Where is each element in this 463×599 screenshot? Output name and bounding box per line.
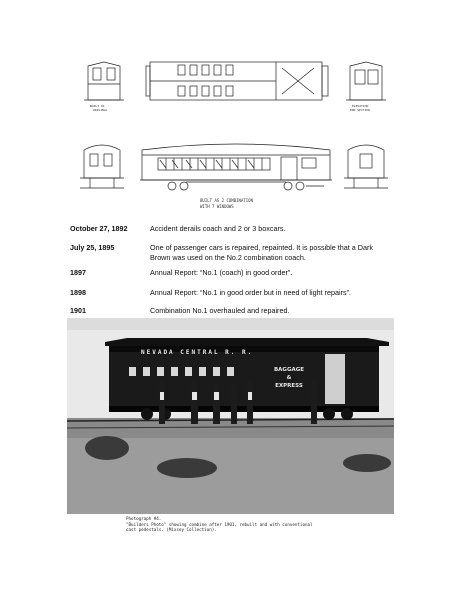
photo-caption-line2: "Builders Photo" showing combine after 1901, rebuilt and with conventional [126,521,313,527]
plan-view [146,62,328,100]
timeline-desc: Annual Report: “No.1 in good order but in need of light repairs”. [150,288,351,297]
timeline-desc: Combination No.1 overhauled and repaired. [150,306,290,315]
drawing-caption-line2: WITH 7 WINDOWS [200,204,234,209]
timeline-desc-line1: One of passenger cars is repaired, repainted. It is possible that a Dark [150,243,373,252]
door-lettering [267,366,311,390]
historic-photo [67,318,394,534]
car-drawing [76,56,394,214]
timeline-date: July 25, 1895 [70,243,115,252]
end-label-left-sub: ORIGINAL [93,108,108,112]
end-view-bottom-right [344,145,388,188]
end-label-right-sub: END SECTION [350,108,370,112]
end-view-top-left [84,62,124,100]
door-lettering-line2: & [286,375,292,381]
timeline-desc [150,243,390,262]
timeline-date: October 27, 1892 [70,224,128,233]
timeline-desc: Annual Report: “No.1 (coach) in good order”. [150,268,293,277]
timeline-desc-line2: Brown was used on the No.2 combination coach. [150,252,306,262]
end-view-bottom-left [80,145,124,188]
end-label-left: BUILT AS [90,104,105,108]
drawing-caption [200,198,253,210]
timeline-date: 1898 [70,288,86,297]
timeline-desc: Accident derails coach and 2 or 3 boxcars. [150,224,286,233]
door-lettering-line3: EXPRESS [275,383,303,389]
photo-caption [126,516,386,533]
photo-caption-line1: Photograph #4. [126,516,162,521]
timeline-date: 1897 [70,268,86,277]
end-view-top-right [346,62,386,100]
car-lettering: NEVADA CENTRAL R. R. [141,349,254,356]
photo-caption-line3: cast pedestals. (Mixsey Collection). [126,527,217,533]
timeline-date: 1901 [70,306,86,315]
side-elevation [140,144,332,190]
drawing-caption-line1: BUILT AS 2 COMBINATION [200,198,253,203]
door-lettering-line1: BAGGAGE [273,367,304,373]
end-label-right: ELEVATION [352,104,369,108]
drawing-svg [76,56,394,214]
